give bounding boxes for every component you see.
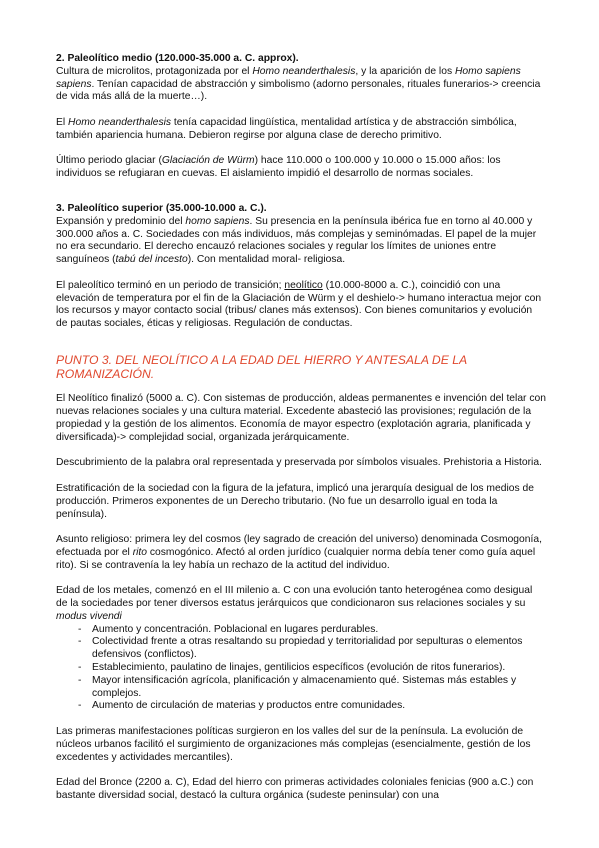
paragraph-punto3-4: Asunto religioso: primera ley del cosmos (ley sagrado de creación del universo) denominada Cosmogonía, efectuada por el rito cosmogónico. Afectó al orden jurídico (cualquier norma debía tener como guía aquel rito). Si se contravenía la ley había un rechazo de la actitud del individuo. <box>56 534 542 571</box>
bullet-dash: - <box>78 623 82 635</box>
list-item: - Aumento y concentración. Poblacional en lugares perdurables. <box>78 623 379 635</box>
paragraph-punto3-3: Estratificación de la sociedad con la figura de la jefatura, implicó una jerarquía desigual de los medios de producción. Primeros exponentes de un Derecho tributario. (No fue un desarrollo igual en toda la península). <box>56 482 534 520</box>
paragraph-superior-1: Expansión y predominio del homo sapiens. Su presencia en la península ibérica fue en torno al 40.000 y 300.000 años a. C. Sociedades con más individuos, más complejas y seminómadas. El papel de la mujer no era secundario. El derecho encauzó relaciones sociales y regular los límites de uniones entre sanguíneos (tabú del incesto). Con mentalidad moral- religiosa. <box>56 215 537 266</box>
section-heading-paleolitico-superior: 3. Paleolítico superior (35.000-10.000 a. C.). <box>56 202 267 214</box>
paragraph-medio-1: Cultura de microlitos, protagonizada por el Homo neanderthalesis, y la aparición de los Homo sapiens sapiens. Tenían capacidad de abstracción y simbolismo (adorno personales, rituales funerarios-> creencia de vida más allá de la muerte…). <box>56 65 541 103</box>
bullet-dash: - <box>78 662 82 674</box>
paragraph-punto3-2: Descubrimiento de la palabra oral representada y preservada por símbolos visuales. Prehistoria a Historia. <box>56 457 542 469</box>
paragraph-medio-2: El Homo neanderthalesis tenía capacidad lingüística, mentalidad artística y de abstracción simbólica, también apariencia humana. Debieron regirse por alguna clase de derecho primitivo. <box>56 116 517 141</box>
list-item: - Colectividad frente a otras resaltando su propiedad y territorialidad por sepulturas o elementos defensivos (conflictos). <box>78 636 523 661</box>
paragraph-punto3-5: Edad de los metales, comenzó en el III milenio a. C con una evolución tanto heterogénea como desigual de la sociedades por tener diversos estatus jerárquicos que condicionaron sus relaciones sociales y su modus vivendi <box>56 585 533 622</box>
paragraph-superior-2: El paleolítico terminó en un periodo de transición; neolítico (10.000-8000 a. C.), coincidió con una elevación de temperatura por el fin de la Glaciación de Würm y el deshielo-> humano interactua mejor con los recursos y mayor contacto social (tribus/ clanes más extensos). Con bienes comunitarios y evolución de pautas sociales, éticas y religiosas. Regulación de conductas. <box>56 279 542 330</box>
paragraph-punto3-6: Las primeras manifestaciones políticas surgieron en los valles del sur de la península. La evolución de núcleos urbanos facilitó el surgimiento de organizaciones más complejas (esencialmente, gestión de los excedentes y actividades mercantiles). <box>56 726 531 763</box>
section-heading-paleolitico-medio: 2. Paleolítico medio (120.000-35.000 a. C. approx). <box>56 53 299 64</box>
list-item: - Aumento de circulación de materias y productos entre comunidades. <box>78 700 406 712</box>
paragraph-medio-3: Último periodo glaciar (Glaciación de Würm) hace 110.000 o 100.000 y 10.000 o 15.000 años: los individuos se refugiaran en cuevas. El aislamiento impidió el desarrollo de normas sociales. <box>56 155 501 180</box>
section-title-punto-3: PUNTO 3. DEL NEOLÍTICO A LA EDAD DEL HIERRO Y ANTESALA DE LA ROMANIZACIÓN. <box>56 352 467 382</box>
bullet-dash: - <box>78 674 82 686</box>
document-body <box>56 53 546 803</box>
list-item: - Mayor intensificación agrícola, planificación y almacenamiento qué. Sistemas más estables y complejos. <box>78 674 517 699</box>
paragraph-punto3-1: El Neolítico finalizó (5000 a. C). Con sistemas de producción, aldeas permanentes e invención del telar con nuevas relaciones sociales y una cultura material. Excedente abasteció las provisiones; regulación de la propiedad y la gestión de los alimentos. Economía de mayor espectro (explotación agraria, planificada y diversificada)-> complejidad social, organizada jerárquicamente. <box>56 393 546 443</box>
list-item: - Establecimiento, paulatino de linajes, gentilicios específicos (evolución de ritos funerarios). <box>78 662 506 674</box>
paragraph-punto3-7: Edad del Bronce (2200 a. C), Edad del hierro con primeras actividades coloniales fenicias (900 a.C.) con bastante diversidad social, destacó la cultura orgánica (sudeste peninsular) con una <box>56 777 534 802</box>
bullet-dash: - <box>78 636 82 648</box>
bullet-list <box>56 624 546 714</box>
bullet-dash: - <box>78 700 82 712</box>
